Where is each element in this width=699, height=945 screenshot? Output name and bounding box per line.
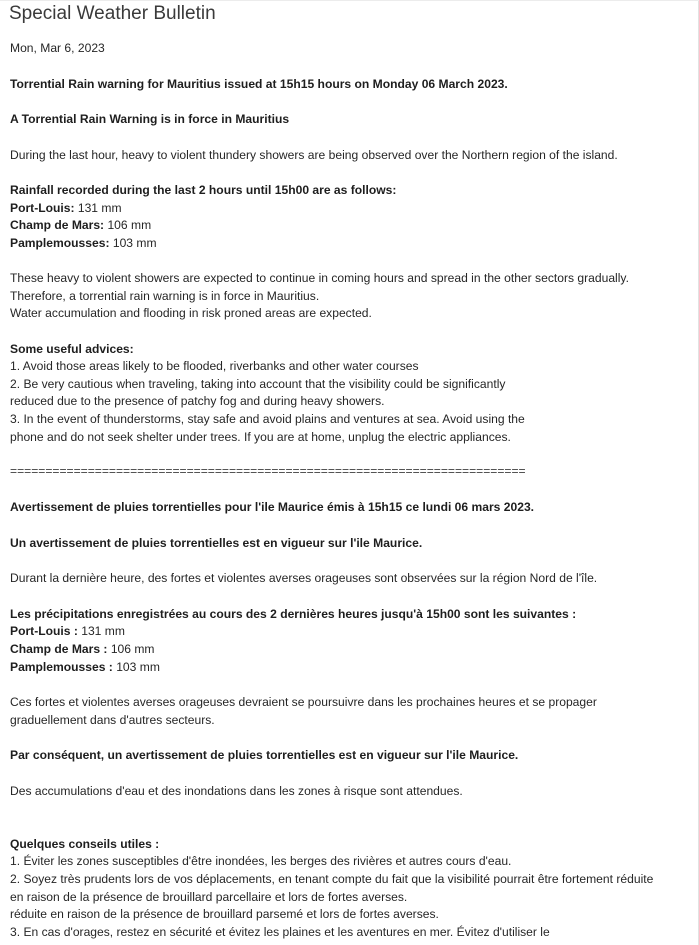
en-advice-heading: Some useful advices: [10,342,134,356]
fr-in-force: Un avertissement de pluies torrentielles est en vigueur sur l'ile Maurice. [10,536,423,550]
en-continue-line: These heavy to violent showers are expected to continue in coming hours and spread in the other sectors gradually. [10,271,629,285]
fr-advice-heading: Quelques conseils utiles : [10,837,160,851]
fr-flooding: Des accumulations d'eau et des inondations dans les zones à risque sont attendues. [10,784,463,798]
fr-station-row [10,642,155,657]
fr-station-name: Port-Louis : [10,624,78,638]
en-station-name: Pamplemousses: [10,236,110,250]
top-border [0,0,699,1]
en-station-value: 131 mm [74,201,122,215]
section-separator: ========================================================================= [10,464,526,478]
en-advice-line: 1. Avoid those areas likely to be flooded, riverbanks and other water courses [10,359,419,373]
en-advice-line: reduced due to the presence of patchy fog and during heavy showers. [10,394,385,408]
en-station-value: 106 mm [104,218,152,232]
fr-advice-line: 3. En cas d'orages, restez en sécurité et évitez les plaines et les aventures en mer. Évitez d'utiliser le [10,925,550,939]
fr-continue-line: Ces fortes et violentes averses orageuses devraient se poursuivre dans les prochaines heures et se propager [10,695,597,709]
fr-station-value: 106 mm [107,642,155,656]
en-in-force: A Torrential Rain Warning is in force in Mauritius [10,112,290,126]
fr-headline: Avertissement de pluies torrentielles pour l'ile Maurice émis à 15h15 ce lundi 06 mars 2023. [10,500,535,514]
fr-station-value: 131 mm [77,624,125,638]
page-title: Special Weather Bulletin [9,3,216,24]
en-station-row [10,236,157,251]
fr-advice-line: réduite en raison de la présence de brouillard parsemé et lors de fortes averses. [10,907,439,921]
fr-advice-line: 2. Soyez très prudents lors de vos déplacements, en tenant compte du fait que la visibilité pourrait être fortement réduite [10,872,654,886]
fr-consequence: Par conséquent, un avertissement de pluies torrentielles est en vigueur sur l'ile Maurice. [10,748,519,762]
en-advice-line: phone and do not seek shelter under trees. If you are at home, unplug the electric appliances. [10,430,511,444]
en-advice-line: 2. Be very cautious when traveling, taking into account that the visibility could be significantly [10,377,506,391]
en-station-value: 103 mm [109,236,157,250]
bulletin-date: Mon, Mar 6, 2023 [10,41,105,55]
en-last-hour: During the last hour, heavy to violent thundery showers are being observed over the Northern region of the island. [10,148,618,162]
fr-station-name: Champ de Mars : [10,642,108,656]
en-advice-line: 3. In the event of thunderstorms, stay safe and avoid plains and ventures at sea. Avoid using the [10,412,525,426]
en-continue-line: Therefore, a torrential rain warning is in force in Mauritius. [10,289,320,303]
en-rainfall-heading: Rainfall recorded during the last 2 hours until 15h00 are as follows: [10,183,397,197]
en-station-name: Champ de Mars: [10,218,105,232]
en-station-row [10,218,151,233]
fr-station-row [10,624,125,639]
fr-rainfall-heading: Les précipitations enregistrées au cours des 2 dernières heures jusqu'à 15h00 sont les suivantes : [10,607,577,621]
fr-last-hour: Durant la dernière heure, des fortes et violentes averses orageuses sont observées sur la région Nord de l'île. [10,571,598,585]
fr-advice-line: 1. Éviter les zones susceptibles d'être inondées, les berges des rivières et autres cours d'eau. [10,854,512,868]
fr-station-row [10,660,160,675]
en-station-row [10,201,122,216]
fr-station-value: 103 mm [112,660,160,674]
en-station-name: Port-Louis: [10,201,75,215]
fr-station-name: Pamplemousses : [10,660,113,674]
en-continue-line: Water accumulation and flooding in risk proned areas are expected. [10,306,372,320]
fr-continue-line: graduellement dans d'autres secteurs. [10,713,215,727]
fr-advice-line: en raison de la présence de brouillard parcellaire et lors de fortes averses. [10,890,408,904]
en-headline: Torrential Rain warning for Mauritius issued at 15h15 hours on Monday 06 March 2023. [10,77,508,91]
